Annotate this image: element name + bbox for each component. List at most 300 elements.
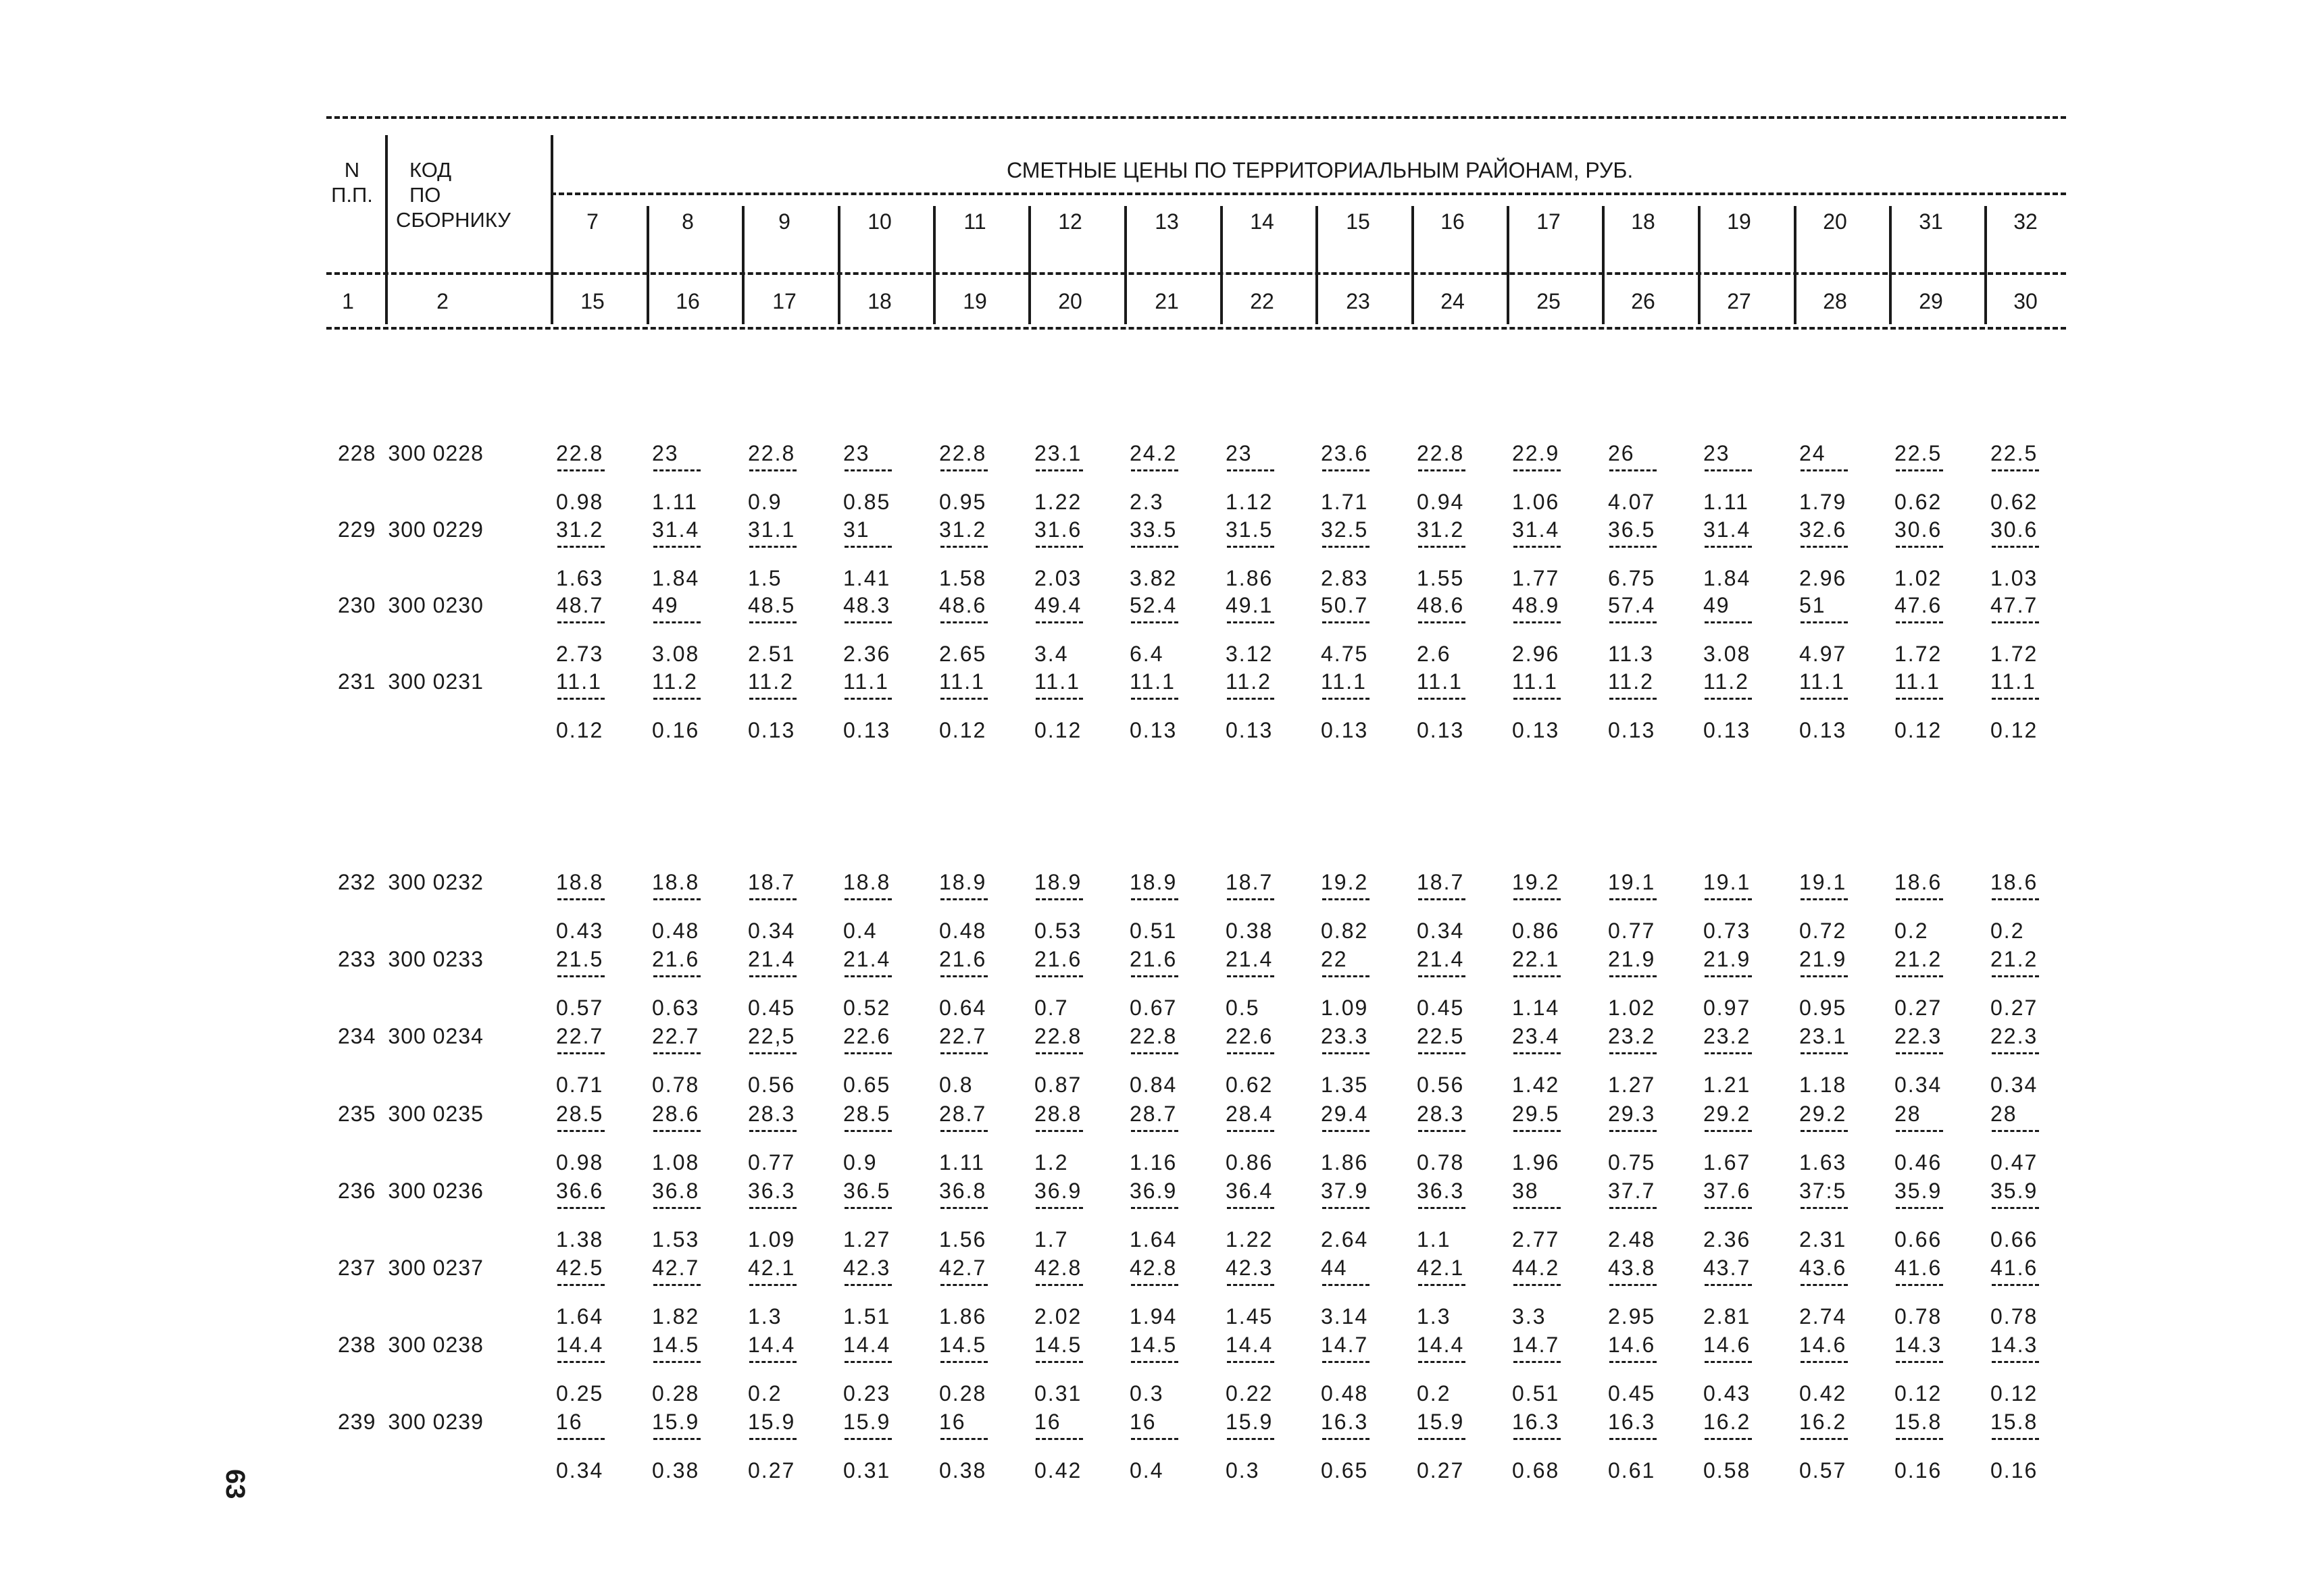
price-subvalue: 0.12 [1894,1381,1942,1406]
price-value: 11.1 [939,669,985,694]
price-subvalue: 0.42 [1799,1381,1847,1406]
price-value: 18.7 [1417,870,1465,894]
row-label [338,871,484,893]
column-number: 20 [1058,289,1082,313]
fraction-bar [1896,1284,1943,1286]
price-subvalue: 0.27 [1894,996,1942,1020]
price-subvalue: 0.77 [1608,919,1656,943]
price-subvalue: 0.56 [1417,1073,1465,1097]
price-subvalue: 0.27 [748,1458,796,1483]
price-value: 57.4 [1608,593,1656,617]
price-subvalue: 2.36 [843,642,891,666]
price-value: 11.1 [1990,669,2036,694]
price-subvalue: 0.34 [1990,1073,2038,1097]
price-subvalue: 1.08 [652,1150,700,1175]
price-subvalue: 2.64 [1321,1227,1369,1252]
price-subvalue: 1.02 [1894,566,1942,590]
fraction-bar [1131,975,1178,977]
header-sub-rule [551,192,2066,195]
price-value: 29.3 [1608,1102,1656,1126]
fraction-bar [749,469,797,471]
price-subvalue: 0.82 [1321,919,1369,943]
price-subvalue: 3.82 [1130,566,1178,590]
price-subvalue: 1.3 [748,1304,782,1329]
price-value: 41.6 [1990,1256,2038,1280]
price-subvalue: 1.16 [1130,1150,1178,1175]
district-header: 12 [1058,209,1082,234]
price-value: 31.4 [1703,517,1751,542]
index-np: 1 [342,289,354,313]
fraction-bar [1227,1361,1274,1363]
price-subvalue: 1.09 [1321,996,1369,1020]
fraction-bar [940,1284,988,1286]
price-subvalue: 0.38 [1226,919,1274,943]
price-value: 16 [1034,1410,1061,1434]
fraction-bar [1418,1438,1465,1440]
price-value: 48.6 [1417,593,1465,617]
header-divider-2 [551,135,553,324]
fraction-bar [1131,1052,1178,1054]
row-label [338,442,484,464]
fraction-bar [1418,898,1465,900]
price-value: 22.3 [1894,1024,1942,1048]
price-value: 24.2 [1130,441,1178,465]
fraction-bar [1513,698,1561,700]
fraction-bar [1513,546,1561,548]
fraction-bar [845,1438,892,1440]
price-value: 31.2 [1417,517,1465,542]
fraction-bar [940,975,988,977]
price-value: 47.6 [1894,593,1942,617]
price-subvalue: 0.12 [1990,718,2038,742]
fraction-bar [1322,898,1369,900]
fraction-bar [845,1052,892,1054]
fraction-bar [1609,469,1657,471]
fraction-bar [1418,546,1465,548]
price-subvalue: 1.86 [1321,1150,1369,1175]
price-value: 11.2 [1608,669,1654,694]
price-subvalue: 0.64 [939,996,987,1020]
row-code: 300 0236 [388,1179,484,1203]
price-value: 42.3 [843,1256,891,1280]
price-value: 42.3 [1226,1256,1274,1280]
price-subvalue: 0.95 [939,490,987,514]
price-value: 36.8 [652,1179,700,1203]
fraction-bar [1801,1052,1848,1054]
fraction-bar [749,975,797,977]
price-value: 23.1 [1034,441,1082,465]
price-subvalue: 1.11 [652,490,698,514]
price-value: 22.5 [1990,441,2038,465]
price-subvalue: 1.09 [748,1227,796,1252]
price-subvalue: 0.31 [843,1458,891,1483]
price-subvalue: 0.13 [1512,718,1560,742]
fraction-bar [1036,469,1083,471]
price-subvalue: 0.12 [1894,718,1942,742]
price-value: 37.9 [1321,1179,1369,1203]
price-subvalue: 0.38 [652,1458,700,1483]
price-subvalue: 2.51 [748,642,796,666]
fraction-bar [1609,1052,1657,1054]
fraction-bar [1896,1052,1943,1054]
fraction-bar [940,1052,988,1054]
price-value: 15.8 [1894,1410,1942,1434]
price-value: 11.1 [1894,669,1940,694]
price-subvalue: 0.45 [1608,1381,1656,1406]
price-subvalue: 0.68 [1512,1458,1560,1483]
fraction-bar [557,898,605,900]
fraction-bar [1609,621,1657,623]
price-subvalue: 0.86 [1512,919,1560,943]
fraction-bar [1801,469,1848,471]
column-number: 17 [772,289,797,313]
fraction-bar [1227,621,1274,623]
price-value: 14.4 [556,1333,604,1357]
price-value: 32.6 [1799,517,1847,542]
price-subvalue: 3.12 [1226,642,1274,666]
fraction-bar [1801,1130,1848,1132]
row-code: 300 0237 [388,1256,484,1280]
price-value: 19.1 [1608,870,1656,894]
fraction-bar [1418,1207,1465,1209]
price-value: 18.8 [652,870,700,894]
fraction-bar [1705,546,1752,548]
price-value: 44.2 [1512,1256,1560,1280]
price-value: 28.4 [1226,1102,1274,1126]
price-subvalue: 3.14 [1321,1304,1369,1329]
fraction-bar [1801,1207,1848,1209]
price-value: 49 [1703,593,1730,617]
row-number: 230 [338,593,376,617]
header-code-line2: ПО [409,183,441,207]
district-header: 14 [1250,209,1274,234]
fraction-bar [1513,1207,1561,1209]
price-subvalue: 0.48 [652,919,700,943]
district-divider [1889,206,1892,324]
price-value: 29.5 [1512,1102,1560,1126]
fraction-bar [1418,1052,1465,1054]
price-value: 22.8 [1130,1024,1178,1048]
price-value: 49 [652,593,679,617]
price-subvalue: 0.27 [1990,996,2038,1020]
price-subvalue: 2.95 [1608,1304,1656,1329]
price-subvalue: 1.72 [1894,642,1942,666]
price-value: 21.4 [843,947,891,971]
fraction-bar [1131,1438,1178,1440]
fraction-bar [940,621,988,623]
price-value: 28.8 [1034,1102,1082,1126]
price-value: 16 [939,1410,966,1434]
price-subvalue: 0.87 [1034,1073,1082,1097]
fraction-bar [557,1130,605,1132]
price-value: 11.2 [652,669,698,694]
price-value: 23.3 [1321,1024,1369,1048]
price-value: 43.8 [1608,1256,1656,1280]
price-subvalue: 0.2 [1990,919,2025,943]
price-subvalue: 0.57 [556,996,604,1020]
price-value: 11.2 [1226,669,1272,694]
price-subvalue: 1.64 [556,1304,604,1329]
fraction-bar [749,698,797,700]
price-value: 14.3 [1990,1333,2038,1357]
row-number: 239 [338,1410,376,1434]
price-value: 18.9 [1130,870,1178,894]
price-value: 15.8 [1990,1410,2038,1434]
price-value: 43.6 [1799,1256,1847,1280]
price-value: 15.9 [843,1410,891,1434]
price-value: 36.5 [1608,517,1656,542]
price-value: 49.1 [1226,593,1274,617]
fraction-bar [1992,1438,2039,1440]
row-label [338,671,484,692]
price-subvalue: 0.51 [1512,1381,1560,1406]
price-value: 36.3 [748,1179,796,1203]
fraction-bar [653,1438,701,1440]
price-subvalue: 0.94 [1417,490,1465,514]
fraction-bar [653,469,701,471]
fraction-bar [1227,898,1274,900]
price-value: 22.3 [1990,1024,2038,1048]
fraction-bar [1513,1438,1561,1440]
row-number: 238 [338,1333,376,1357]
fraction-bar [1227,1207,1274,1209]
district-header: 32 [2013,209,2038,234]
index-code: 2 [436,289,449,313]
price-value: 28.5 [556,1102,604,1126]
price-value: 22.7 [556,1024,604,1048]
district-divider [742,206,745,324]
fraction-bar [1513,975,1561,977]
price-subvalue: 0.86 [1226,1150,1274,1175]
price-value: 22.7 [939,1024,987,1048]
row-label [338,1103,484,1125]
fraction-bar [653,1284,701,1286]
fraction-bar [845,898,892,900]
price-subvalue: 1.42 [1512,1073,1560,1097]
price-value: 23.2 [1608,1024,1656,1048]
price-value: 48.3 [843,593,891,617]
district-divider [1411,206,1414,324]
price-value: 14.6 [1703,1333,1751,1357]
price-value: 22.7 [652,1024,700,1048]
price-value: 11.1 [1130,669,1176,694]
price-value: 16.3 [1512,1410,1560,1434]
price-value: 21.6 [1034,947,1082,971]
column-number: 19 [963,289,987,313]
price-value: 11.1 [1799,669,1845,694]
column-number: 28 [1823,289,1847,313]
price-value: 37:5 [1799,1179,1847,1203]
price-subvalue: 1.45 [1226,1304,1274,1329]
price-subvalue: 1.72 [1990,642,2038,666]
price-value: 18.6 [1990,870,2038,894]
fraction-bar [1322,621,1369,623]
price-subvalue: 0.46 [1894,1150,1942,1175]
price-subvalue: 0.13 [748,718,796,742]
fraction-bar [749,1284,797,1286]
price-value: 37.6 [1703,1179,1751,1203]
fraction-bar [557,1361,605,1363]
fraction-bar [1227,1130,1274,1132]
price-value: 14.3 [1894,1333,1942,1357]
price-value: 14.4 [843,1333,891,1357]
fraction-bar [940,546,988,548]
price-value: 31.4 [652,517,700,542]
fraction-bar [1418,698,1465,700]
fraction-bar [653,1130,701,1132]
price-value: 47.7 [1990,593,2038,617]
row-number: 231 [338,669,376,694]
row-number: 237 [338,1256,376,1280]
price-value: 21.2 [1894,947,1942,971]
price-subvalue: 2.3 [1130,490,1164,514]
fraction-bar [1609,898,1657,900]
price-value: 21.9 [1799,947,1847,971]
district-header: 15 [1346,209,1370,234]
fraction-bar [940,1207,988,1209]
price-subvalue: 1.79 [1799,490,1847,514]
district-divider [1602,206,1605,324]
district-divider [647,206,649,324]
column-number: 25 [1536,289,1561,313]
price-subvalue: 0.13 [1321,718,1369,742]
district-header: 17 [1536,209,1561,234]
price-subvalue: 1.63 [1799,1150,1847,1175]
fraction-bar [1992,546,2039,548]
district-divider [1315,206,1318,324]
price-subvalue: 0.78 [652,1073,700,1097]
row-code: 300 0230 [388,593,484,617]
row-number: 235 [338,1102,376,1126]
price-subvalue: 1.5 [748,566,782,590]
price-subvalue: 3.3 [1512,1304,1546,1329]
fraction-bar [1801,898,1848,900]
price-subvalue: 0.78 [1417,1150,1465,1175]
fraction-bar [557,1284,605,1286]
fraction-bar [1036,1284,1083,1286]
fraction-bar [1513,1361,1561,1363]
price-subvalue: 0.5 [1226,996,1260,1020]
price-subvalue: 1.02 [1608,996,1656,1020]
price-subvalue: 0.27 [1417,1458,1465,1483]
price-subvalue: 1.84 [1703,566,1751,590]
price-subvalue: 0.56 [748,1073,796,1097]
row-code: 300 0238 [388,1333,484,1357]
price-value: 36.9 [1034,1179,1082,1203]
fraction-bar [749,621,797,623]
price-subvalue: 0.62 [1894,490,1942,514]
price-value: 16.3 [1608,1410,1656,1434]
fraction-bar [1131,1207,1178,1209]
price-value: 51 [1799,593,1826,617]
fraction-bar [653,1361,701,1363]
price-subvalue: 2.81 [1703,1304,1751,1329]
fraction-bar [1801,1438,1848,1440]
price-subvalue: 0.13 [1608,718,1656,742]
price-value: 18.7 [748,870,796,894]
fraction-bar [557,1438,605,1440]
district-divider [838,206,840,324]
column-number: 24 [1440,289,1465,313]
price-value: 24 [1799,441,1826,465]
fraction-bar [653,698,701,700]
fraction-bar [1322,469,1369,471]
price-value: 29.2 [1703,1102,1751,1126]
fraction-bar [1896,1438,1943,1440]
fraction-bar [1227,1052,1274,1054]
price-value: 14.4 [1417,1333,1465,1357]
fraction-bar [1896,975,1943,977]
price-value: 16 [1130,1410,1157,1434]
price-value: 21.6 [1130,947,1178,971]
price-subvalue: 0.34 [1417,919,1465,943]
price-value: 36.4 [1226,1179,1274,1203]
district-header: 31 [1919,209,1943,234]
page-number: 63 [220,1469,250,1499]
price-subvalue: 2.83 [1321,566,1369,590]
fraction-bar [1418,1361,1465,1363]
row-code: 300 0234 [388,1024,484,1048]
price-value: 49.4 [1034,593,1082,617]
price-value: 36.8 [939,1179,987,1203]
price-subvalue: 2.31 [1799,1227,1847,1252]
price-subvalue: 1.67 [1703,1150,1751,1175]
district-divider [1220,206,1223,324]
price-subvalue: 0.3 [1130,1381,1164,1406]
price-subvalue: 1.94 [1130,1304,1178,1329]
price-value: 36.9 [1130,1179,1178,1203]
fraction-bar [1036,1130,1083,1132]
price-value: 19.2 [1512,870,1560,894]
fraction-bar [1705,621,1752,623]
fraction-bar [1131,698,1178,700]
price-subvalue: 1.86 [1226,566,1274,590]
price-subvalue: 0.62 [1990,490,2038,514]
fraction-bar [1896,469,1943,471]
price-value: 52.4 [1130,593,1178,617]
price-value: 14.4 [1226,1333,1274,1357]
fraction-bar [1036,698,1083,700]
price-subvalue: 0.62 [1226,1073,1274,1097]
column-number: 23 [1346,289,1370,313]
fraction-bar [653,621,701,623]
header-top-rule [326,116,2066,119]
column-number: 30 [2013,289,2038,313]
price-subvalue: 0.3 [1226,1458,1260,1483]
fraction-bar [845,621,892,623]
price-value: 21.4 [748,947,796,971]
fraction-bar [1992,1130,2039,1132]
price-subvalue: 1.27 [843,1227,891,1252]
price-value: 21.5 [556,947,604,971]
price-value: 28.5 [843,1102,891,1126]
price-subvalue: 2.36 [1703,1227,1751,1252]
district-header: 8 [682,209,694,234]
fraction-bar [1322,1130,1369,1132]
price-value: 21.6 [939,947,987,971]
price-value: 43.7 [1703,1256,1751,1280]
row-number: 232 [338,870,376,894]
district-header: 10 [867,209,892,234]
price-subvalue: 1.1 [1417,1227,1451,1252]
price-value: 36.5 [843,1179,891,1203]
fraction-bar [1036,1361,1083,1363]
price-value: 30.6 [1990,517,2038,542]
fraction-bar [1513,1130,1561,1132]
price-subvalue: 0.98 [556,490,604,514]
fraction-bar [557,975,605,977]
header-np-line1: N [344,158,360,182]
